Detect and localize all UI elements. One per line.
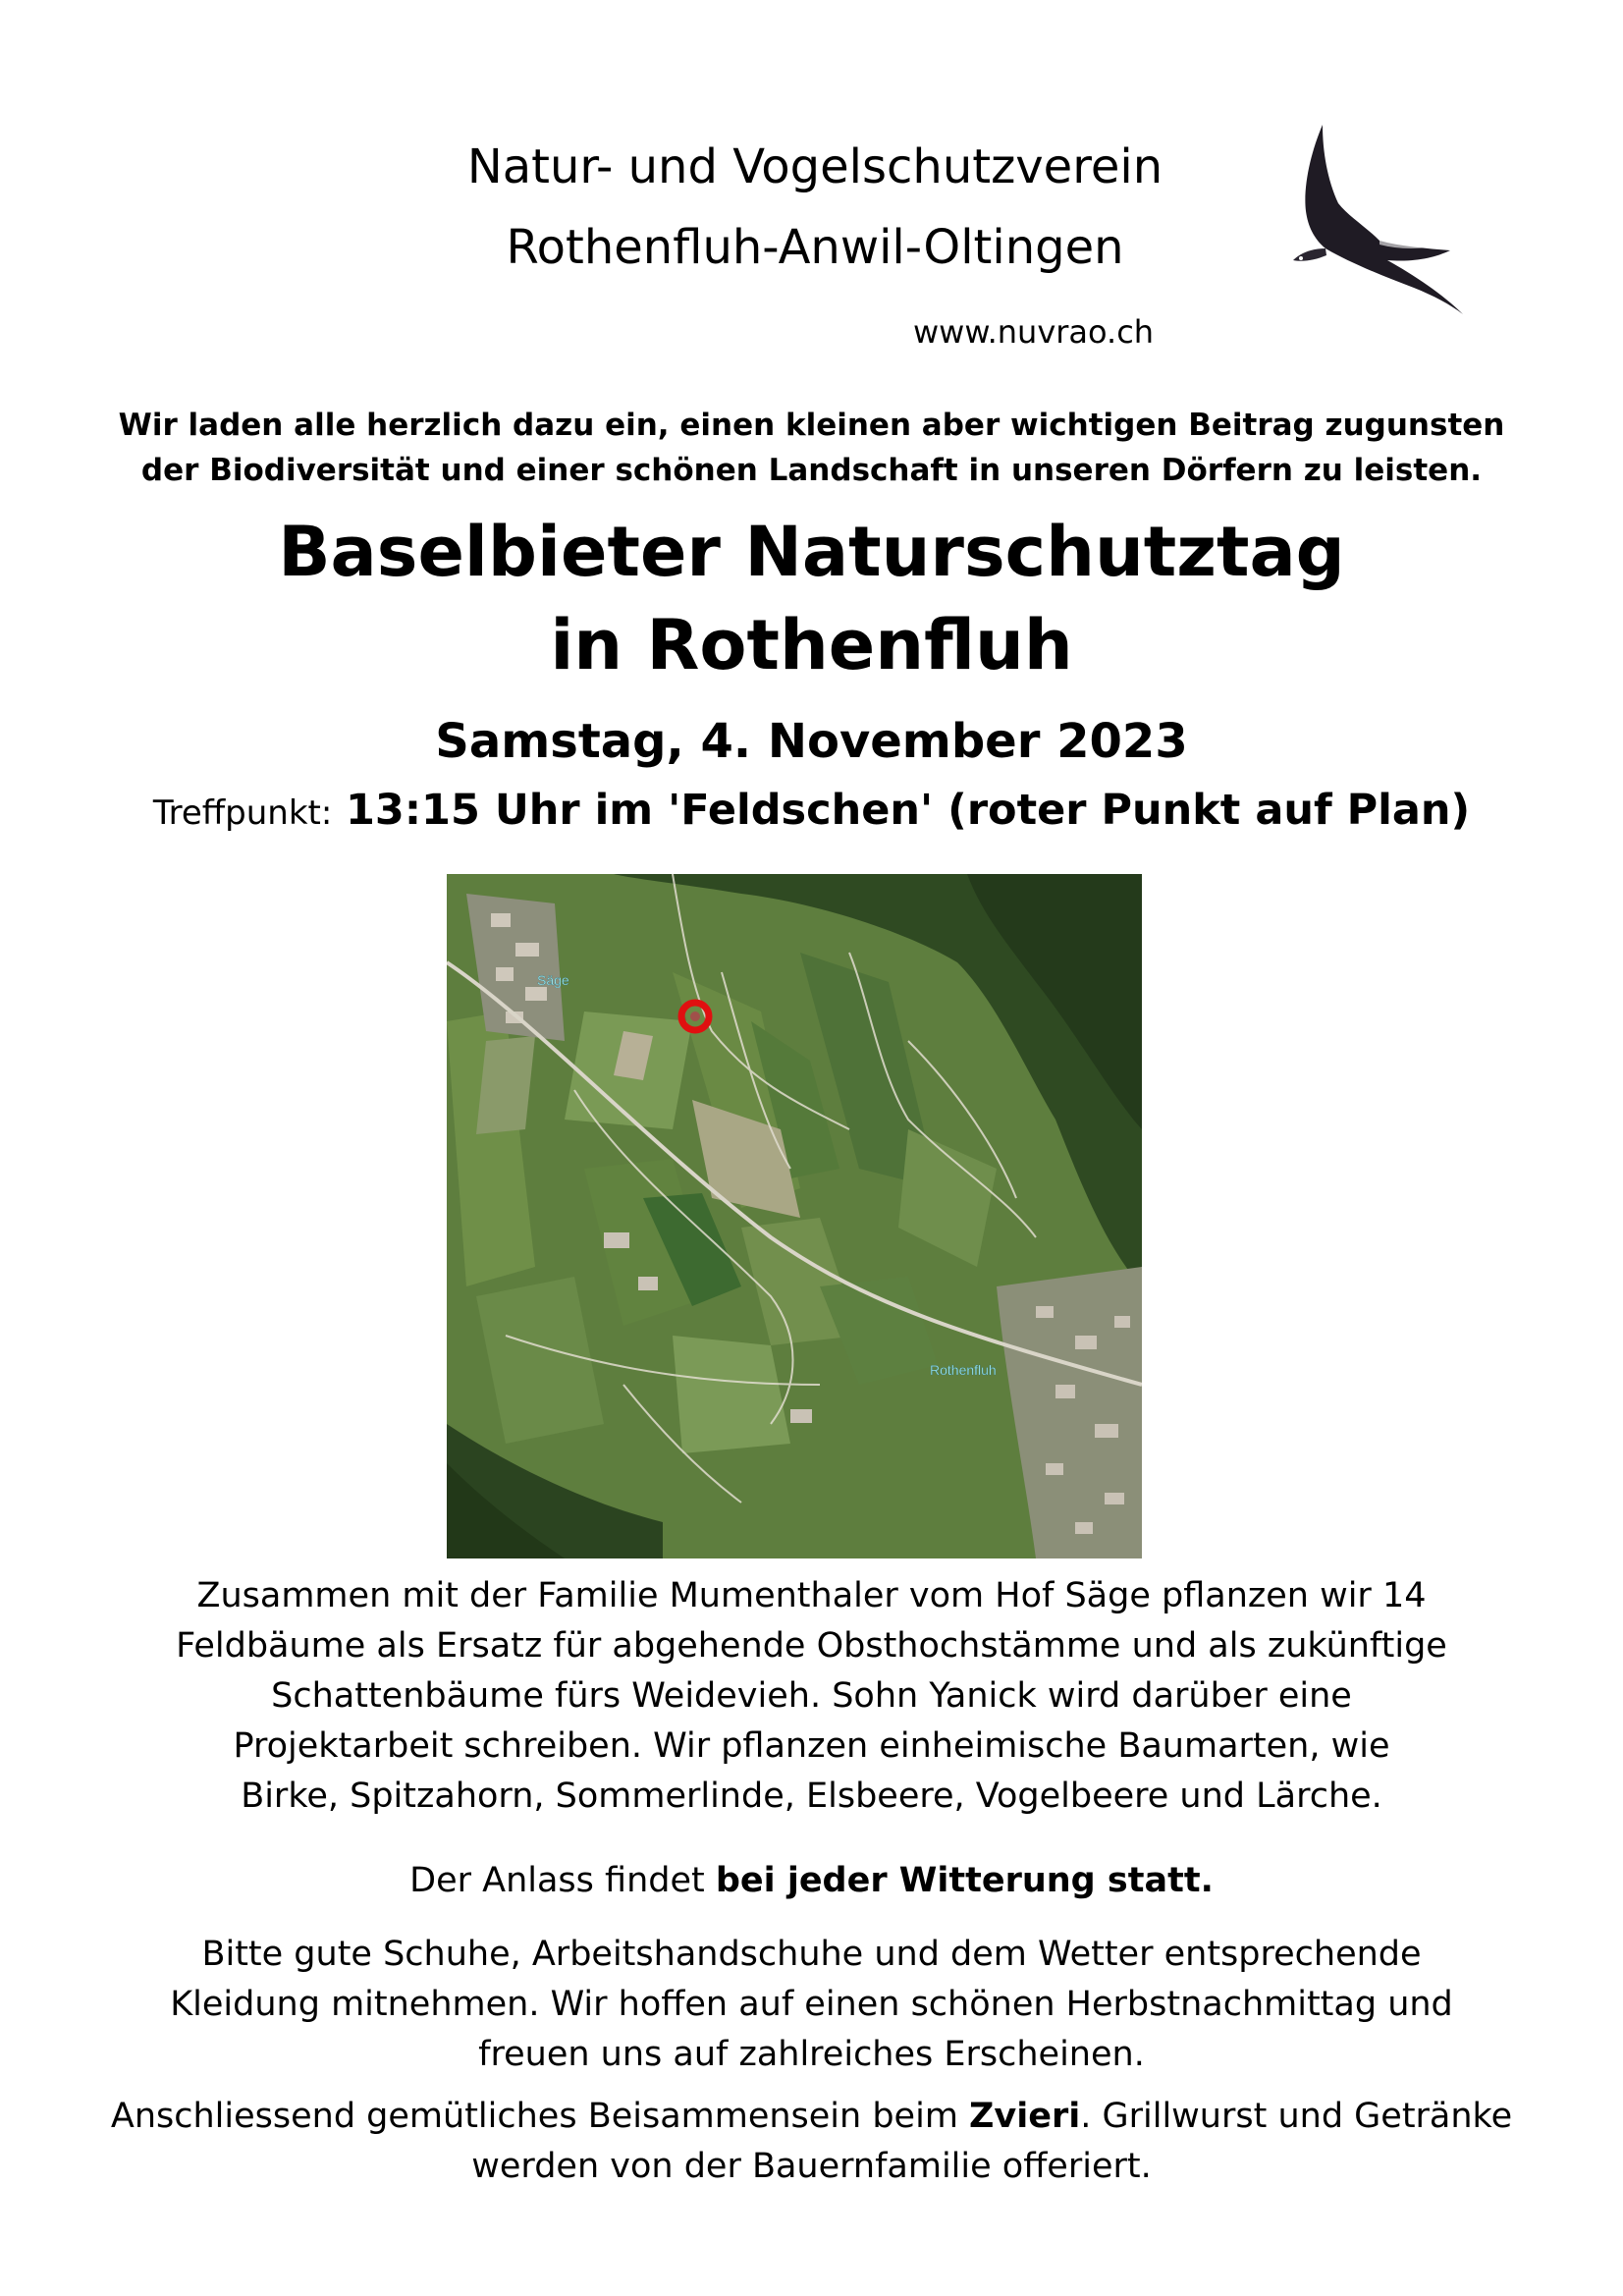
invitation-text	[98, 403, 1525, 493]
zvieri-prefix: Anschliessend gemütliches Beisammensein beim	[110, 2097, 970, 2136]
swift-bird-icon	[1232, 113, 1468, 324]
map-label-rothenfluh: Rothenfluh	[930, 1362, 997, 1378]
paragraph-zvieri	[98, 2092, 1525, 2192]
paragraph-equipment	[98, 1930, 1525, 2080]
organization-name: Natur- und Vogelschutzverein	[466, 139, 1163, 194]
weather-text: Der Anlass findet	[409, 1861, 716, 1900]
paragraph-line: Birke, Spitzahorn, Sommerlinde, Elsbeere, Vogelbeere und Lärche.	[241, 1777, 1382, 1816]
event-title-line-2: in Rothenfluh	[550, 605, 1073, 685]
paragraph-line: Projektarbeit schreiben. Wir pflanzen einheimische Baumarten, wie	[233, 1726, 1390, 1766]
zvieri-emphasis: Zvieri	[969, 2097, 1081, 2136]
paragraph-line: freuen uns auf zahlreiches Erscheinen.	[478, 2035, 1145, 2074]
organization-place: Rothenfluh-Anwil-Oltingen	[506, 220, 1124, 275]
invitation-line-2: der Biodiversität und einer schönen Landschaft in unseren Dörfern zu leisten.	[140, 453, 1483, 488]
meeting-point	[98, 781, 1525, 843]
paragraph-line	[98, 2092, 1525, 2142]
paragraph-line: Zusammen mit der Familie Mumenthaler vom Hof Säge pflanzen wir 14	[196, 1576, 1427, 1615]
meeting-point-center	[690, 1011, 700, 1021]
paragraph-line: Schattenbäume fürs Weidevieh. Sohn Yanick wird darüber eine	[271, 1676, 1352, 1716]
map-label-saege: Säge	[537, 972, 569, 988]
paragraph-planting	[98, 1571, 1525, 1822]
paragraph-weather	[98, 1856, 1525, 1906]
weather-emphasis: bei jeder Witterung statt.	[715, 1861, 1214, 1900]
meeting-value: 13:15 Uhr im 'Feldschen' (roter Punkt auf Plan)	[346, 786, 1471, 835]
paragraph-line: Kleidung mitnehmen. Wir hoffen auf einen schönen Herbstnachmittag und	[170, 1985, 1453, 2024]
paragraph-line: werden von der Bauernfamilie offeriert.	[471, 2147, 1152, 2186]
invitation-line-1: Wir laden alle herzlich dazu ein, einen kleinen aber wichtigen Beitrag zugunsten	[118, 408, 1505, 443]
website-link[interactable]: www.nuvrao.ch	[913, 313, 1155, 351]
meeting-label: Treffpunkt:	[152, 793, 333, 833]
event-title	[98, 506, 1525, 692]
zvieri-suffix: . Grillwurst und Getränke	[1080, 2097, 1513, 2136]
event-date: Samstag, 4. November 2023	[435, 714, 1188, 769]
paragraph-line: Bitte gute Schuhe, Arbeitshandschuhe und dem Wetter entsprechende	[201, 1935, 1422, 1974]
aerial-map	[447, 874, 1142, 1558]
event-title-line-1: Baselbieter Naturschutztag	[278, 512, 1345, 592]
paragraph-line: Feldbäume als Ersatz für abgehende Obsthochstämme und als zukünftige	[176, 1626, 1447, 1666]
